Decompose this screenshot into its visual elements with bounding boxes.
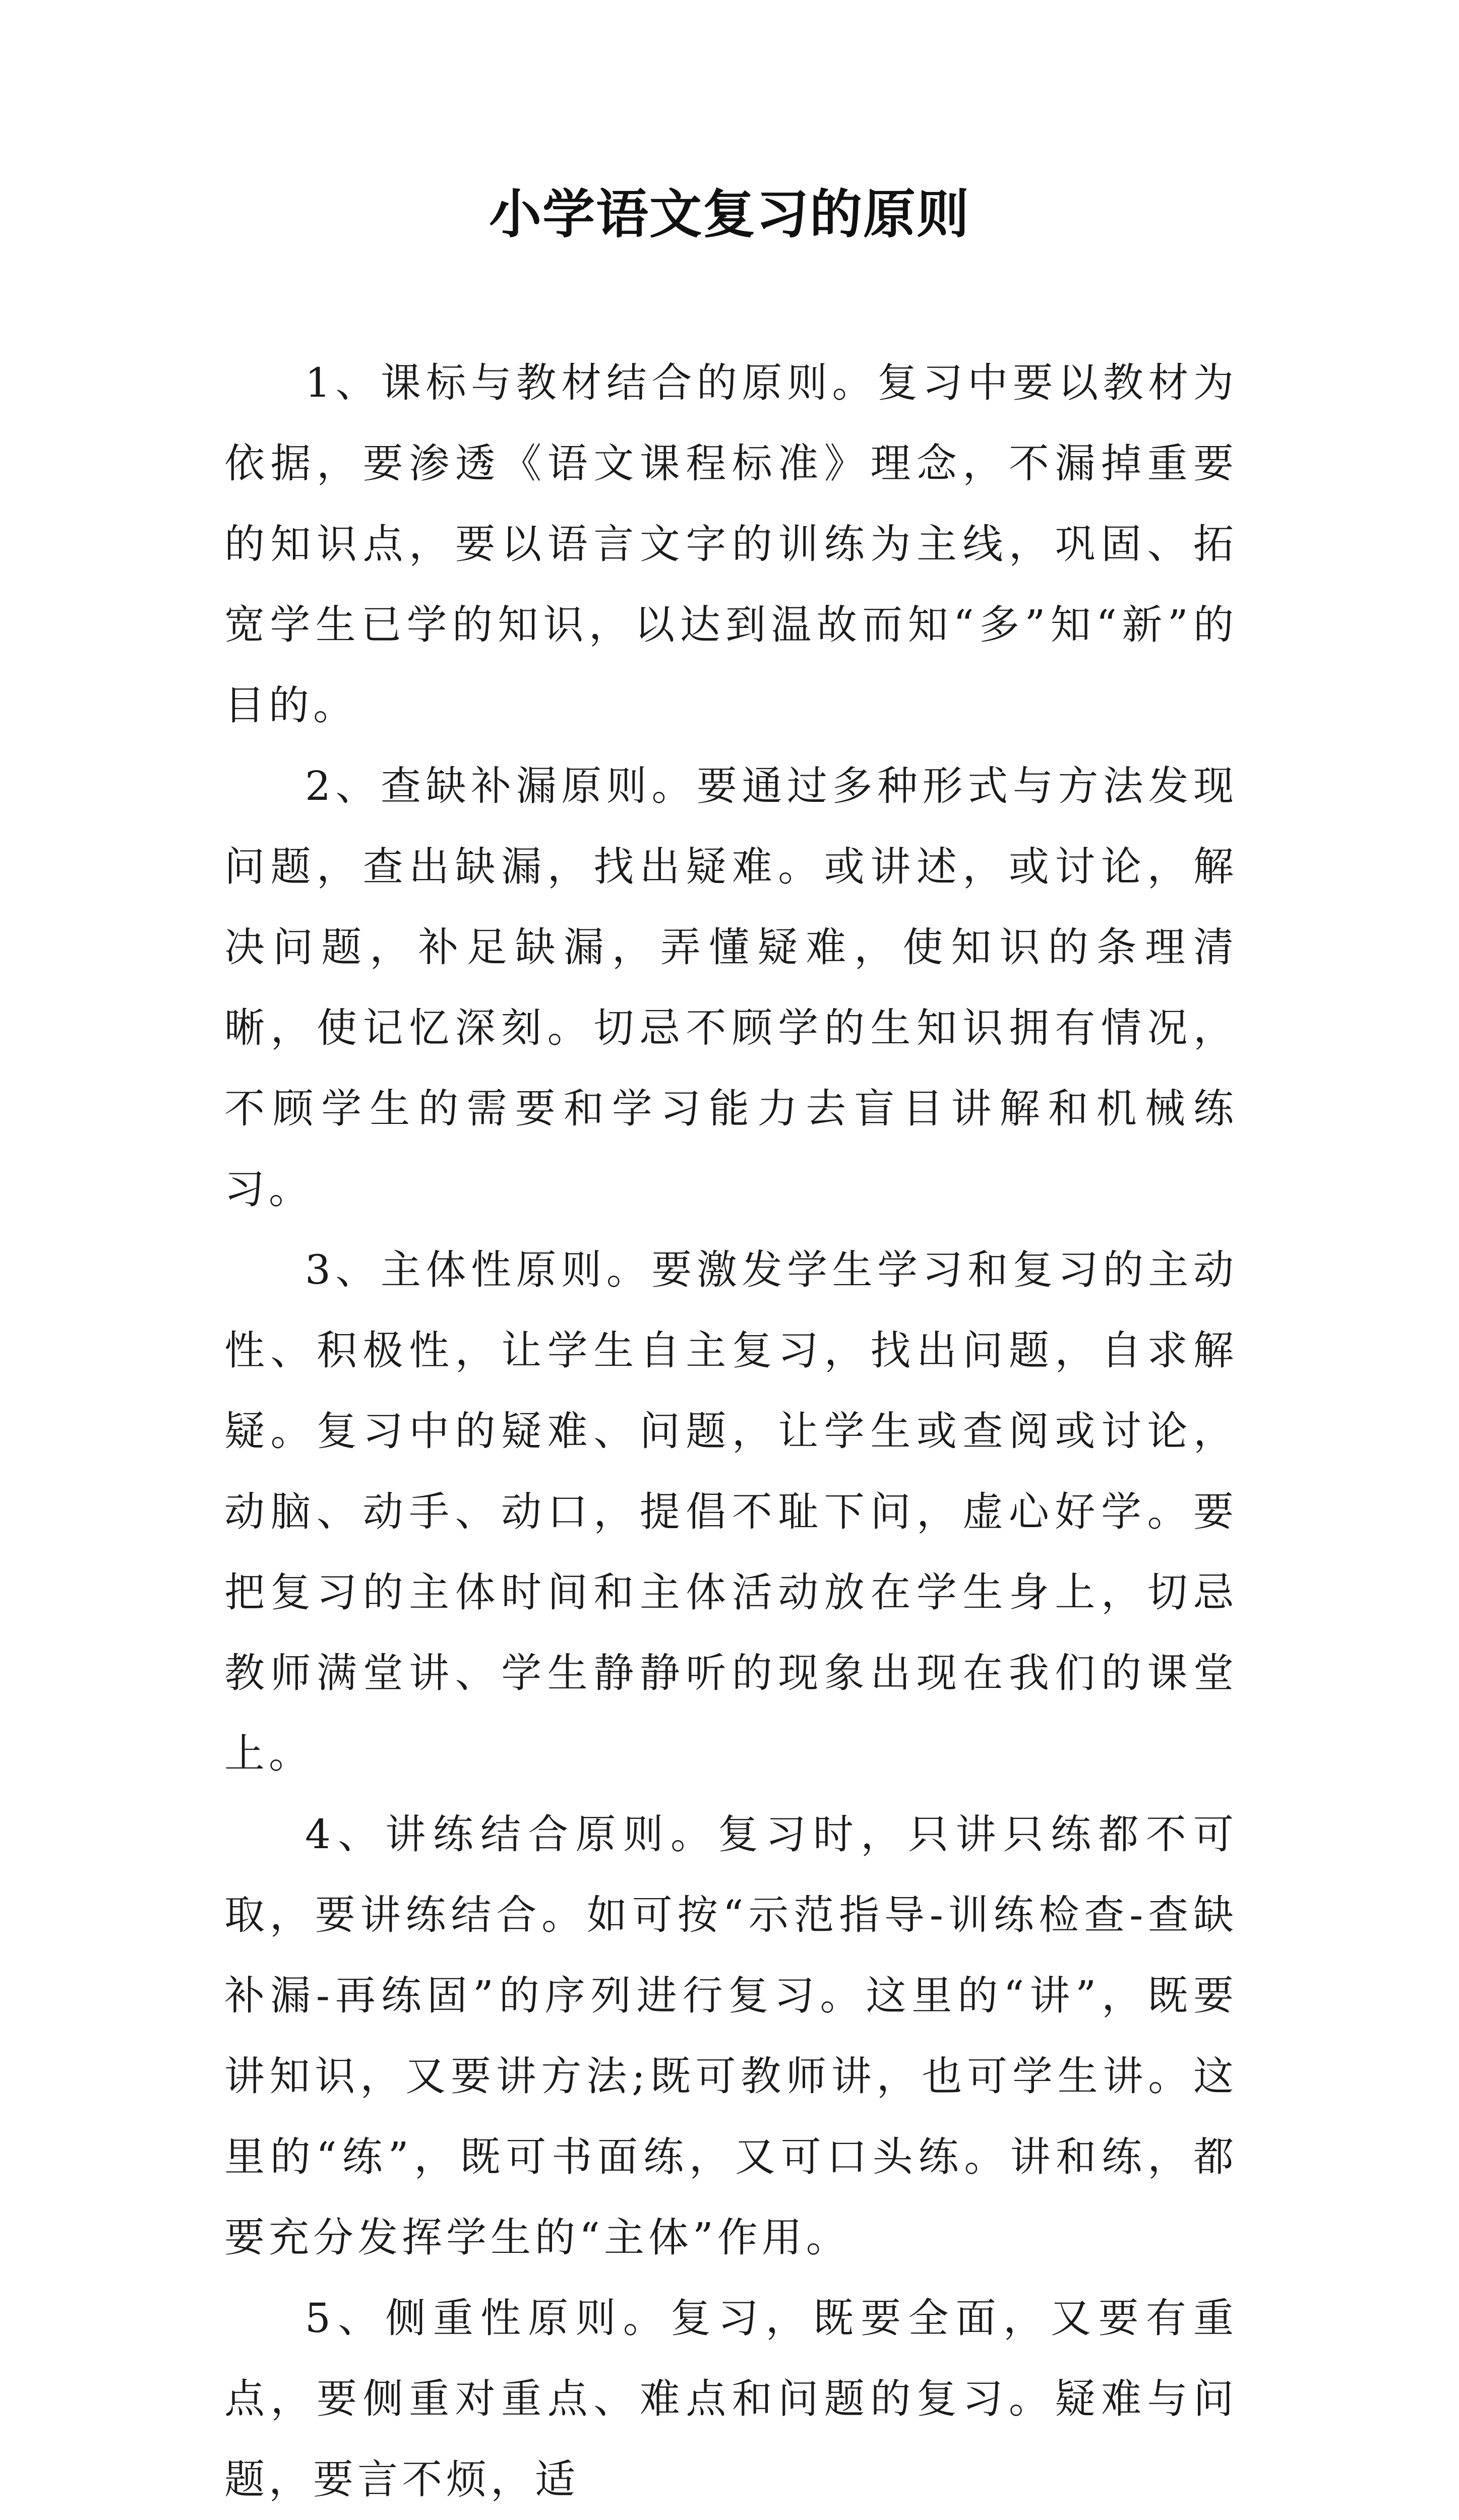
- paragraph-5: 5、侧重性原则。复习，既要全面，又要有重点，要侧重对重点、难点和问题的复习。疑难与问题，要言不烦，适: [224, 2295, 1238, 2503]
- paragraph-2: 2、查缺补漏原则。要通过多种形式与方法发现问题，查出缺漏，找出疑难。或讲述，或讨论，解决问题，补足缺漏，弄懂疑难，使知识的条理清晰，使记忆深刻。切忌不顾学的生知识拥有情况，不顾学生的需要和学习能力去盲目讲解和机械练习。: [224, 763, 1238, 1213]
- paragraph-3: 3、主体性原则。要激发学生学习和复习的主动性、积极性，让学生自主复习，找出问题，自求解疑。复习中的疑难、问题，让学生或查阅或讨论，动脑、动手、动口，提倡不耻下问，虚心好学。要把复习的主体时间和主体活动放在学生身上，切忌教师满堂讲、学生静静听的现象出现在我们的课堂上。: [224, 1246, 1238, 1777]
- document-title: 小学语文复习的原则: [489, 183, 970, 245]
- paragraph-1: 1、课标与教材结合的原则。复习中要以教材为依据，要渗透《语文课程标准》理念，不漏掉重要的知识点，要以语言文字的训练为主线，巩固、拓宽学生已学的知识，以达到温故而知“多”知“新”的目的。: [224, 359, 1238, 729]
- document-body: [224, 343, 1238, 2520]
- paragraph-4: 4、讲练结合原则。复习时，只讲只练都不可取，要讲练结合。如可按“示范指导-训练检查-查缺补漏-再练固”的序列进行复习。这里的“讲”，既要讲知识，又要讲方法;既可教师讲，也可学生讲。这里的“练”，既可书面练，又可口头练。讲和练，都要充分发挥学生的“主体”作用。: [224, 1811, 1238, 2261]
